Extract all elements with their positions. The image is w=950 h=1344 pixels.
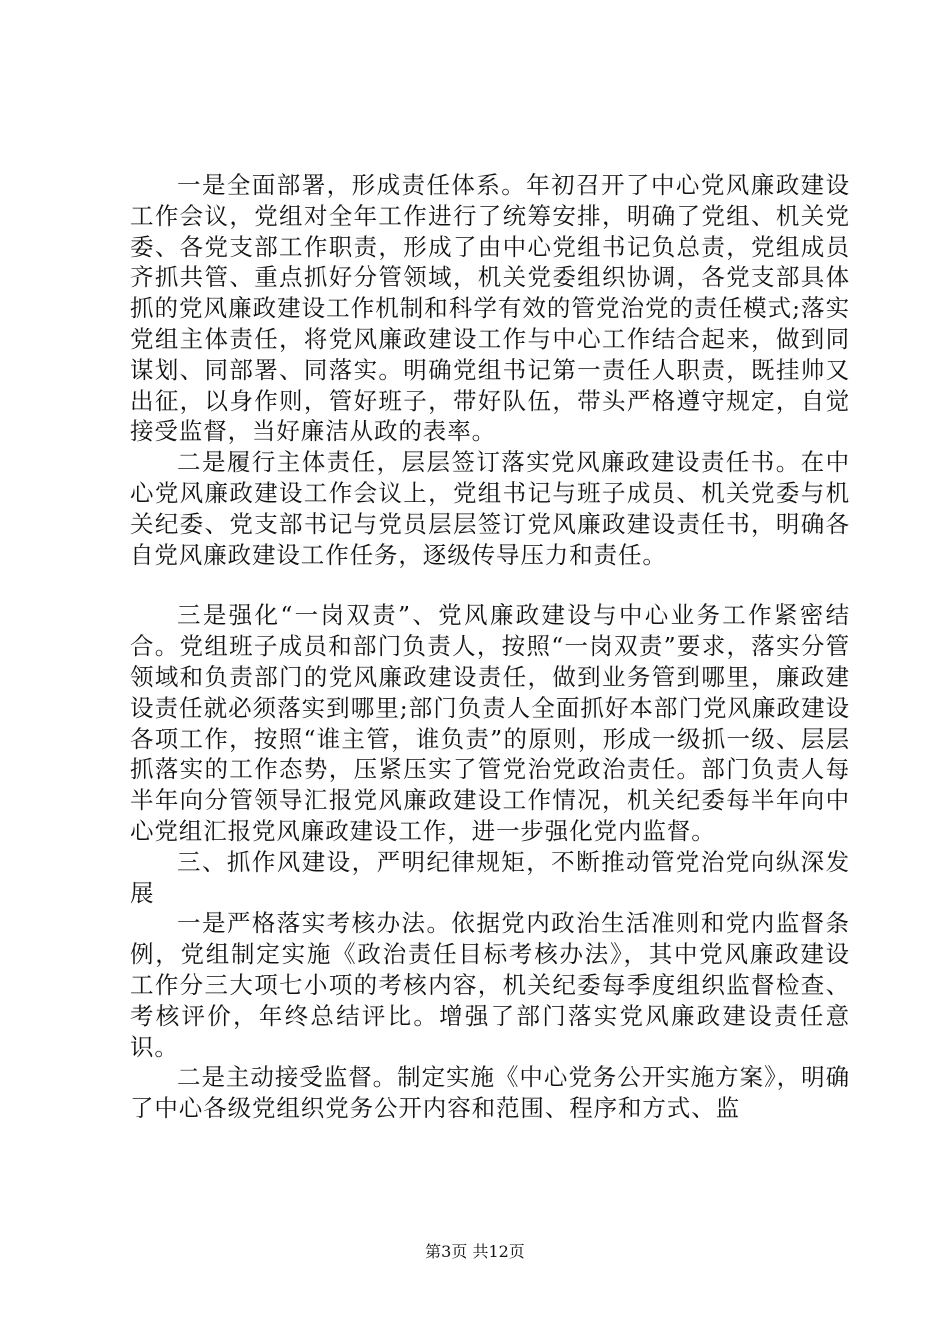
paragraph-2: 二是履行主体责任，层层签订落实党风廉政建设责任书。在中心党风廉政建设工作会议上，党组书记与班子成员、机关党委与机关纪委、党支部书记与党员层层签订党风廉政建设责任书，明确各自党风廉政建设工作任务，逐级传导压力和责任。 — [130, 448, 850, 569]
paragraph-5: 二是主动接受监督。制定实施《中心党务公开实施方案》，明确了中心各级党组织党务公开内容和范围、程序和方式、监 — [130, 1063, 850, 1123]
paragraph-3: 三是强化“一岗双责”、党风廉政建设与中心业务工作紧密结合。党组班子成员和部门负责人，按照“一岗双责”要求，落实分管领域和负责部门的党风廉政建设责任，做到业务管到哪里，廉政建设责任就必须落实到哪里;部门负责人全面抓好本部门党风廉政建设各项工作，按照“谁主管，谁负责”的原则，形成一级抓一级、层层抓落实的工作态势，压紧压实了管党治党政治责任。部门负责人每半年向分管领导汇报党风廉政建设工作情况，机关纪委每半年向中心党组汇报党风廉政建设工作，进一步强化党内监督。 — [130, 601, 850, 845]
page-number-footer: 第3页 共12页 — [425, 1242, 525, 1261]
paragraph-4: 一是严格落实考核办法。依据党内政治生活准则和党内监督条例，党组制定实施《政治责任目标考核办法》，其中党风廉政建设工作分三大项七小项的考核内容，机关纪委每季度组织监督检查、考核评价，年终总结评比。增强了部门落实党风廉政建设责任意识。 — [130, 909, 850, 1061]
section-heading: 三、抓作风建设，严明纪律规矩，不断推动管党治党向纵深发展 — [130, 847, 850, 907]
document-body — [130, 170, 850, 1124]
paragraph-1: 一是全面部署，形成责任体系。年初召开了中心党风廉政建设工作会议，党组对全年工作进行了统筹安排，明确了党组、机关党委、各党支部工作职责，形成了由中心党组书记负总责，党组成员齐抓共管、重点抓好分管领域，机关党委组织协调，各党支部具体抓的党风廉政建设工作机制和科学有效的管党治党的责任模式;落实党组主体责任，将党风廉政建设工作与中心工作结合起来，做到同谋划、同部署、同落实。明确党组书记第一责任人职责，既挂帅又出征，以身作则，管好班子，带好队伍，带头严格遵守规定，自觉接受监督，当好廉洁从政的表率。 — [130, 171, 850, 446]
